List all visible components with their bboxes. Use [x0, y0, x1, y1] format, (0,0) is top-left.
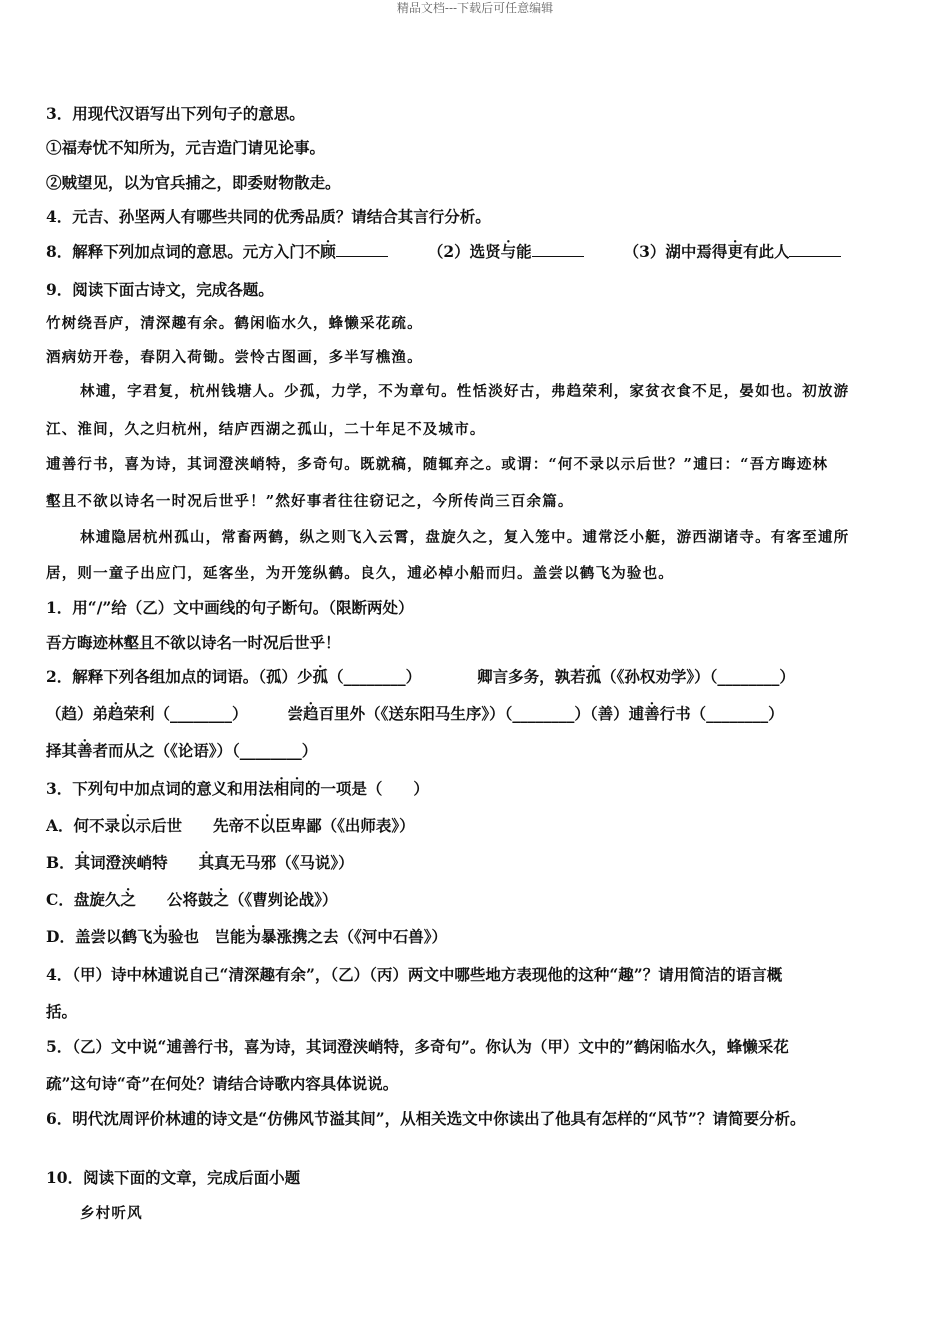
- q2-text-answer[interactable]: 百里外（《送东阳马生序》）（________）（善）逋: [318, 704, 645, 723]
- subquestion-4-line-2: 括。: [46, 1002, 78, 1021]
- subquestion-2-line-1: [46, 666, 795, 688]
- dotted-word: 善: [77, 741, 93, 760]
- answer-blank[interactable]: [336, 242, 388, 257]
- passage-yi-line-2: 江、淮间，久之归杭州，结庐西湖之孤山，二十年足不及城市。: [46, 421, 486, 438]
- dotted-word: 以: [120, 816, 136, 835]
- dotted-word: 孤: [585, 667, 602, 686]
- subquestion-6: 6．明代沈周评价林逋的诗文是“仿佛风节溢其间”，从相关选文中你读出了他具有怎样的“风节”？请简要分析。: [46, 1109, 806, 1128]
- q2-text: 尝: [287, 704, 304, 723]
- passage-bing-line-1: 林逋隐居杭州孤山，常畜两鹤，纵之则飞入云霄，盘旋久之，复入笼中。逋常泛小艇，游西湖诸寺。有客至逋所: [80, 529, 850, 546]
- option-a[interactable]: [46, 815, 415, 837]
- passage-bing-line-2: 居，则一童子出应门，延客坐，为开笼纵鹤。良久，逋必棹小船而归。盖尝以鹤飞为验也。: [46, 565, 674, 582]
- option-text: （《曹刿论战》）: [228, 890, 338, 909]
- dotted-word: 孤: [312, 667, 329, 686]
- article-title: 乡村听风: [80, 1205, 143, 1222]
- subquestion-5-line-2: 疏”这句诗“奇”在何处？请结合诗歌内容具体说说。: [46, 1074, 399, 1093]
- subquestion-2-line-2: [46, 703, 784, 725]
- subquestion-4-line-1: 4．（甲）诗中林逋说自己“清深趣有余”，（乙）（丙）两文中哪些地方表现他的这种“趣”？请用简洁的语言概: [46, 965, 783, 984]
- q2-text-answer[interactable]: 者而从之（《论语》）（________）: [92, 741, 318, 760]
- q2-text: 2．解释下列各组加点的词语。（孤）少: [46, 667, 313, 686]
- q2-text: （趋）弟: [46, 704, 109, 723]
- q3-text: 的一项是（ ）: [304, 779, 429, 798]
- option-text: 暴涨携之去（《河中石兽》）: [261, 927, 448, 946]
- answer-blank[interactable]: （________）: [328, 667, 422, 686]
- dotted-word: 更: [727, 242, 743, 261]
- option-text: A．何不录: [46, 816, 121, 835]
- q2-text: 卿言多务，孰若: [477, 667, 586, 686]
- option-text: 词澄浃峭特: [90, 853, 199, 872]
- q2-text-answer[interactable]: （《孙权劝学》）（________）: [601, 667, 795, 686]
- answer-blank[interactable]: [789, 242, 841, 257]
- page-header: 精品文档---下载后可任意编辑: [396, 1, 554, 15]
- sentence-1: ①福寿忧不知所为，元吉造门请见论事。: [46, 138, 326, 157]
- poem-line-1: 竹树绕吾庐，清深趣有余。鹤闲临水久，蜂懒采花疏。: [46, 315, 423, 332]
- q2-text-answer[interactable]: 行书（________）: [659, 704, 784, 723]
- dotted-word: 为: [152, 927, 168, 946]
- sentence-2: ②贼望见，以为官兵捕之，即委财物散走。: [46, 173, 341, 192]
- q2-text-answer[interactable]: 荣利（________）: [123, 704, 248, 723]
- dotted-word: 之: [213, 890, 229, 909]
- q8-part2b: 能: [516, 242, 532, 261]
- dotted-word: 趋: [303, 704, 319, 723]
- option-text: B．: [46, 853, 75, 872]
- question-4: 4．元吉、孙坚两人有哪些共同的优秀品质？请结合其言行分析。: [46, 207, 491, 226]
- option-text: 公将鼓: [135, 890, 214, 909]
- dotted-word: 趋: [108, 704, 124, 723]
- question-3-heading: 3．用现代汉语写出下列句子的意思。: [46, 104, 305, 123]
- q8-part3b: 有此人: [742, 242, 790, 261]
- dotted-word: 其: [74, 853, 91, 872]
- subquestion-5-line-1: 5．（乙）文中说“逋善行书，喜为诗，其词澄浃峭特，多奇句”。你认为（甲）文中的”鹤闲临水久，蜂懒采花: [46, 1037, 789, 1056]
- option-text: 验也 岂能: [167, 927, 246, 946]
- q3-text: 3．下列句中加点词的意义和用法: [46, 779, 274, 798]
- question-10-heading: 10．阅读下面的文章，完成后面小题: [46, 1168, 301, 1187]
- dotted-word: 与: [500, 242, 517, 261]
- q8-part1: 8．解释下列加点词的意思。元方入门不: [46, 242, 321, 261]
- question-8: [46, 241, 841, 263]
- q2-text: 择其: [46, 741, 78, 760]
- dotted-word: 善: [644, 704, 660, 723]
- option-text: 臣卑鄙（《出师表》）: [275, 816, 415, 835]
- passage-yi-line-3: 逋善行书，喜为诗，其词澄浃峭特，多奇句。既就稿，随辄弃之。或谓：“何不录以示后世？”逋曰：“吾方晦迹林: [46, 456, 829, 473]
- q8-part2: （2）选贤: [427, 242, 501, 261]
- answer-blank[interactable]: [532, 242, 584, 257]
- option-d[interactable]: [46, 926, 447, 948]
- option-text: C．盘旋久: [46, 890, 121, 909]
- q8-part3: （3）湖中焉得: [623, 242, 728, 261]
- subquestion-3: [46, 778, 429, 800]
- subquestion-1: 1．用“/”给（乙）文中画线的句子断句。（限断两处）: [46, 598, 414, 617]
- dotted-word: 以: [259, 816, 276, 835]
- option-b[interactable]: [46, 852, 354, 874]
- option-text: 示后世 先帝不: [135, 816, 260, 835]
- dotted-word: 其: [198, 853, 215, 872]
- question-9-heading: 9．阅读下面古诗文，完成各题。: [46, 280, 274, 299]
- option-text: 真无马邪（《马说》）: [214, 853, 354, 872]
- dotted-word: 顾: [320, 242, 336, 261]
- poem-line-2: 酒病妨开卷，春阴入荷锄。尝怜古图画，多半写樵渔。: [46, 349, 423, 366]
- dotted-word: 相: [273, 779, 290, 798]
- dotted-word: 为: [245, 927, 261, 946]
- subquestion-2-line-3: [46, 740, 317, 762]
- passage-yi-line-4: 壑且不欲以诗名一时况后世乎！”然好事者往往窃记之，今所传尚三百余篇。: [46, 493, 574, 510]
- dotted-word: 同: [289, 779, 305, 798]
- option-c[interactable]: [46, 889, 337, 911]
- dotted-word: 之: [120, 890, 136, 909]
- option-text: D．盖尝以鹤飞: [46, 927, 153, 946]
- sentence-to-punctuate: 吾方晦迹林壑且不欲以诗名一时况后世乎！: [46, 633, 341, 652]
- passage-yi-line-1: 林逋，字君复，杭州钱塘人。少孤，力学，不为章句。性恬淡好古，弗趋荣利，家贫衣食不足，晏如也。初放游: [80, 383, 850, 400]
